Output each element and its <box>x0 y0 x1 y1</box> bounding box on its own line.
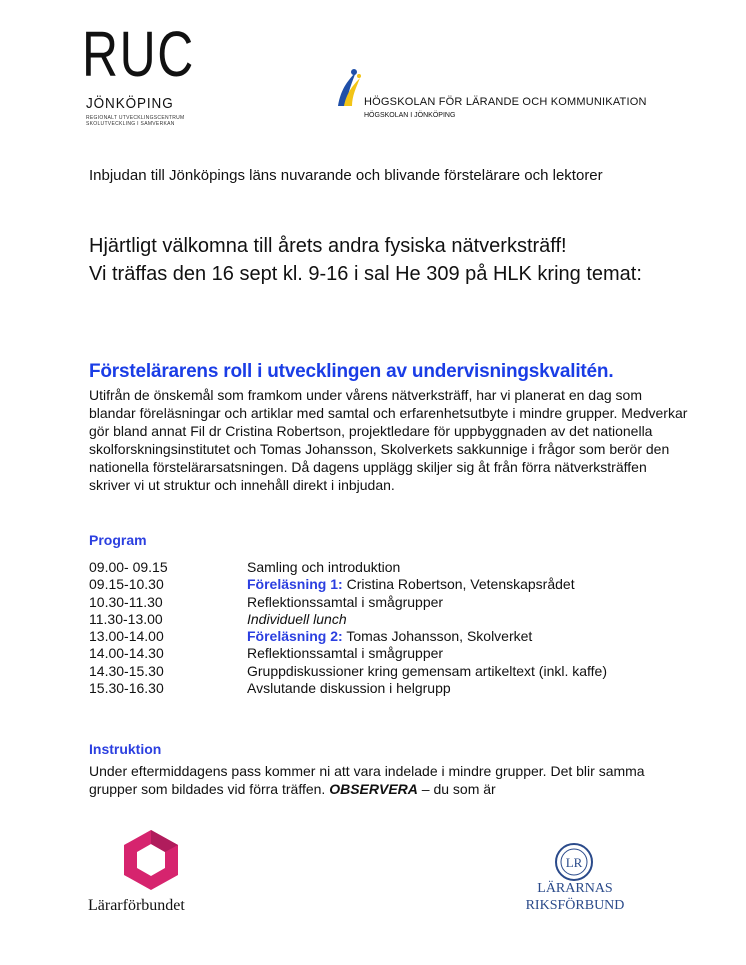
program-row <box>89 645 607 662</box>
instruction-title: Instruktion <box>89 741 162 757</box>
hlk-emblem-icon <box>334 66 362 113</box>
invitation-text: Inbjudan till Jönköpings läns nuvarande och blivande förstelärare och lektorer <box>89 167 603 184</box>
program-row <box>89 594 607 611</box>
theme-body: Utifrån de önskemål som framkom under vårens nätverksträff, har vi planerat en dag som blandar föreläsningar och artiklar med samtal och erfarenhetsutbyte i mindre grupper. Medverkar gör bland annat Fil dr Cristina Robertson, projektledare för uppbyggnaden av det nationella skolforskningsinstitutet och Tomas Johansson, Skolverkets sakkunnige i frågor som berör den nationella förstelärarsatsningen. Då dagens upplägg skiljer sig åt från förra nätverksträffen skriver vi ut struktur och innehåll direkt i inbjudan. <box>89 387 688 493</box>
welcome-text: Hjärtligt välkomna till årets andra fysiska nätverksträff! Vi träffas den 16 sept kl. 9-16 i sal He 309 på HLK kring temat: <box>89 235 642 285</box>
lararforbundet-logo-icon <box>120 828 182 897</box>
program-row <box>89 559 607 576</box>
program-table <box>89 559 607 697</box>
program-time: 14.30-15.30 <box>89 662 164 679</box>
lecture-label: Föreläsning 1: <box>247 576 343 593</box>
program-time: 10.30-11.30 <box>89 593 163 610</box>
program-time: 09.00- 09.15 <box>89 559 168 575</box>
program-time: 09.15-10.30 <box>89 576 164 593</box>
program-activity: Gruppdiskussioner kring gemensam artikeltext (inkl. kaffe) <box>247 662 608 679</box>
program-row <box>89 663 607 680</box>
program-row <box>89 680 607 697</box>
lararforbundet-name: Lärarförbundet <box>88 897 185 914</box>
lararnas-riksforbund-name: LÄRARNAS RIKSFÖRBUND <box>525 881 625 913</box>
program-activity: Föreläsning 1: Cristina Robertson, Vetenskapsrådet <box>247 576 575 593</box>
program-activity: Individuell lunch <box>247 610 347 627</box>
program-time: 11.30-13.00 <box>89 610 163 627</box>
ruc-logo-tagline: REGIONALT UTVECKLINGSCENTRUM SKOLUTVECKLING I SAMVERKAN <box>86 115 185 127</box>
ruc-logo-city: JÖNKÖPING <box>86 95 174 112</box>
observera-emphasis: OBSERVERA <box>329 781 418 797</box>
lecture-label: Föreläsning 2: <box>247 628 343 645</box>
program-time: 15.30-16.30 <box>89 680 164 697</box>
svg-text:LR: LR <box>565 855 583 870</box>
hlk-name: HÖGSKOLAN FÖR LÄRANDE OCH KOMMUNIKATION <box>364 96 647 108</box>
theme-heading: Förstelärarens roll i utvecklingen av undervisningskvalitén. <box>89 361 614 382</box>
ruc-logo-title: RUC <box>82 18 195 90</box>
program-time: 13.00-14.00 <box>89 628 164 645</box>
program-activity: Avslutande diskussion i helgrupp <box>247 680 451 697</box>
instruction-text: Under eftermiddagens pass kommer ni att vara indelade i mindre grupper. Det blir samma grupper som bildades vid förra träffen. OBSERVERA – du som är <box>89 763 645 797</box>
program-activity: Reflektionssamtal i smågrupper <box>247 593 444 610</box>
program-title: Program <box>89 532 147 548</box>
program-row <box>89 611 607 628</box>
program-row <box>89 576 607 593</box>
program-activity: Föreläsning 2: Tomas Johansson, Skolverket <box>247 628 533 645</box>
program-time: 14.00-14.30 <box>89 645 164 662</box>
program-row <box>89 628 607 645</box>
hlk-subname: HÖGSKOLAN I JÖNKÖPING <box>364 112 456 119</box>
program-activity: Reflektionssamtal i smågrupper <box>247 645 444 662</box>
program-activity: Samling och introduktion <box>247 559 401 575</box>
